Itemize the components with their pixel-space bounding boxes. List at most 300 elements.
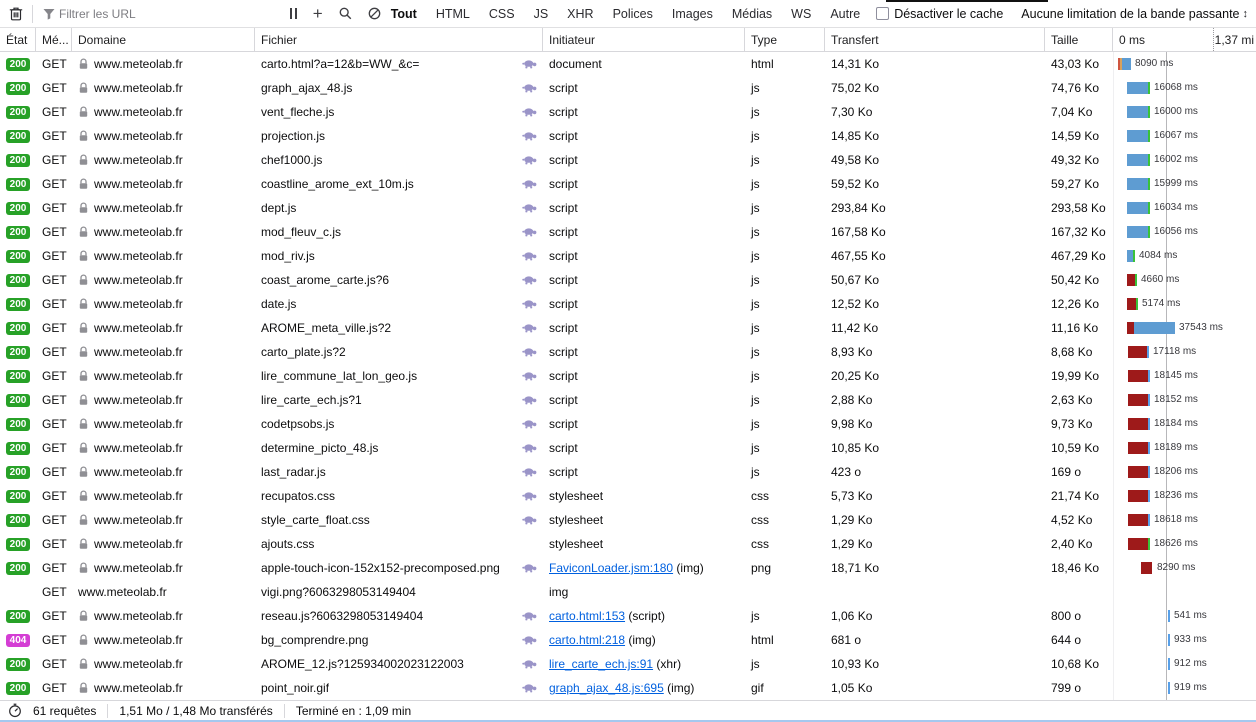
waterfall-bar: [1148, 154, 1150, 166]
waterfall-bar: [1148, 226, 1150, 238]
waterfall-bar: [1128, 490, 1148, 502]
file-label: lire_carte_ech.js?1: [261, 393, 362, 407]
lock-icon: [78, 658, 89, 670]
file-label: mod_riv.js: [261, 249, 315, 263]
initiator-link[interactable]: graph_ajax_48.js:695: [549, 681, 664, 695]
waterfall-cell: [1113, 604, 1256, 628]
column-header-etat[interactable]: État: [0, 28, 36, 51]
waterfall-cell: [1113, 316, 1256, 340]
waterfall-cell: [1113, 244, 1256, 268]
waterfall-bar: [1141, 562, 1152, 574]
initiator-label: stylesheet: [549, 537, 604, 551]
new-request-icon[interactable]: +: [312, 4, 323, 23]
slow-turtle-icon: [522, 203, 537, 213]
initiator-link[interactable]: carto.html:153: [549, 609, 626, 623]
initiator-label: (script): [625, 609, 666, 623]
file-label: vigi.png?6063298053149404: [261, 585, 416, 599]
footer-separator: [107, 704, 108, 718]
file-label: lire_commune_lat_lon_geo.js: [261, 369, 418, 383]
type-label: png: [751, 561, 772, 575]
status-badge: 200: [6, 298, 30, 311]
lock-icon: [78, 562, 89, 574]
type-label: js: [751, 441, 760, 455]
type-label: css: [751, 537, 769, 551]
filter-url-input[interactable]: [59, 3, 284, 25]
initiator-label: script: [549, 249, 578, 263]
trash-icon: [9, 6, 23, 21]
waterfall-cell: [1113, 148, 1256, 172]
request-row[interactable]: [0, 244, 1256, 268]
finish-time: Terminé en : 1,09 min: [295, 703, 412, 718]
request-row[interactable]: [0, 340, 1256, 364]
waterfall-bar: [1128, 442, 1148, 454]
waterfall-bar: [1127, 106, 1148, 118]
column-header-type[interactable]: Type: [745, 28, 825, 51]
domain-label: www.meteolab.fr: [94, 561, 183, 575]
initiator-label: script: [549, 441, 578, 455]
column-header-methode[interactable]: Mé...: [36, 28, 72, 51]
type-label: js: [751, 249, 760, 263]
request-row[interactable]: [0, 580, 1256, 604]
waterfall-time-label: 912 ms: [1174, 658, 1207, 669]
request-row[interactable]: [0, 388, 1256, 412]
waterfall-time-label: 16068 ms: [1154, 82, 1198, 93]
lock-icon: [78, 82, 89, 94]
column-header-initiateur[interactable]: Initiateur: [543, 28, 745, 51]
waterfall-cell: [1113, 52, 1256, 76]
toolbar-icon-cluster: [290, 2, 381, 26]
waterfall-time-label: 18618 ms: [1154, 514, 1198, 525]
transferred-label: 7,30 Ko: [831, 105, 873, 119]
waterfall-bar: [1168, 634, 1170, 646]
method-label: GET: [42, 201, 67, 215]
waterfall-time-label: 17118 ms: [1153, 346, 1197, 357]
waterfall-bar: [1127, 226, 1148, 238]
domain-label: www.meteolab.fr: [94, 537, 183, 551]
initiator-label: (xhr): [653, 657, 682, 671]
waterfall-bar: [1168, 682, 1170, 694]
method-label: GET: [42, 657, 67, 671]
domain-label: www.meteolab.fr: [94, 369, 183, 383]
slow-turtle-icon: [522, 563, 537, 573]
lock-icon: [78, 274, 89, 286]
domain-label: www.meteolab.fr: [94, 417, 183, 431]
status-badge: 200: [6, 394, 30, 407]
domain-label: www.meteolab.fr: [94, 273, 183, 287]
waterfall-cell: [1113, 532, 1256, 556]
size-label: 74,76 Ko: [1051, 81, 1100, 95]
size-label: 10,68 Ko: [1051, 657, 1100, 671]
request-row[interactable]: [0, 628, 1256, 652]
waterfall-time-label: 8090 ms: [1135, 58, 1174, 69]
request-row[interactable]: [0, 652, 1256, 676]
type-label: js: [751, 393, 760, 407]
domain-label: www.meteolab.fr: [94, 345, 183, 359]
file-label: AROME_12.js?125934002023122003: [261, 657, 464, 671]
status-badge: 200: [6, 562, 30, 575]
request-list: [0, 52, 1256, 700]
domain-label: www.meteolab.fr: [94, 105, 183, 119]
waterfall-time-label: 16002 ms: [1154, 154, 1198, 165]
size-label: 19,99 Ko: [1051, 369, 1100, 383]
slow-turtle-icon: [522, 131, 537, 141]
slow-turtle-icon: [522, 683, 537, 693]
request-row[interactable]: [0, 412, 1256, 436]
pause-recording-icon[interactable]: [290, 2, 297, 26]
waterfall-cell: [1113, 220, 1256, 244]
method-label: GET: [42, 537, 67, 551]
waterfall-cell: [1113, 556, 1256, 580]
size-label: 467,29 Ko: [1051, 249, 1106, 263]
transferred-label: 20,25 Ko: [831, 369, 880, 383]
waterfall-cell: [1113, 292, 1256, 316]
initiator-label: (img): [663, 681, 695, 695]
file-label: chef1000.js: [261, 153, 323, 167]
method-label: GET: [42, 273, 67, 287]
waterfall-bar: [1148, 466, 1150, 478]
type-label: js: [751, 105, 760, 119]
domain-label: www.meteolab.fr: [94, 489, 183, 503]
type-label: js: [751, 417, 760, 431]
request-row[interactable]: [0, 556, 1256, 580]
lock-icon: [78, 58, 89, 70]
file-label: vent_fleche.js: [261, 105, 335, 119]
transferred-label: 10,85 Ko: [831, 441, 880, 455]
file-label: ajouts.css: [261, 537, 315, 551]
initiator-label: stylesheet: [549, 489, 604, 503]
filter-tab-images[interactable]: Images: [671, 6, 713, 21]
transferred-label: 467,55 Ko: [831, 249, 886, 263]
domain-label: www.meteolab.fr: [94, 513, 183, 527]
request-row[interactable]: [0, 316, 1256, 340]
waterfall-cell: [1113, 580, 1256, 604]
waterfall-time-label: 18206 ms: [1154, 466, 1198, 477]
status-badge: 200: [6, 442, 30, 455]
filter-tab-ws[interactable]: WS: [791, 6, 812, 21]
status-badge: 200: [6, 346, 30, 359]
waterfall-bar: [1127, 154, 1148, 166]
file-label: coast_arome_carte.js?6: [261, 273, 390, 287]
waterfall-bar: [1127, 322, 1134, 334]
toolbar-overline-artifact: [886, 0, 1048, 2]
method-label: GET: [42, 249, 67, 263]
filter-tab-tout[interactable]: Tout: [390, 6, 417, 21]
file-label: graph_ajax_48.js: [261, 81, 353, 95]
waterfall-start-label: 0 ms: [1119, 32, 1146, 47]
transferred-label: 11,42 Ko: [831, 321, 879, 335]
request-row[interactable]: [0, 268, 1256, 292]
status-badge: 200: [6, 466, 30, 479]
waterfall-time-label: 919 ms: [1174, 682, 1207, 693]
waterfall-time-label: 37543 ms: [1179, 322, 1223, 333]
status-badge: 200: [6, 682, 30, 695]
lock-icon: [78, 154, 89, 166]
filter-tab-xhr[interactable]: XHR: [567, 6, 594, 21]
lock-icon: [78, 514, 89, 526]
waterfall-bar: [1135, 274, 1137, 286]
slow-turtle-icon: [522, 275, 537, 285]
waterfall-bar: [1128, 394, 1148, 406]
lock-icon: [78, 610, 89, 622]
size-label: 169 o: [1051, 465, 1082, 479]
toolbar-separator: [32, 5, 33, 23]
type-label: html: [751, 57, 774, 71]
waterfall-bar: [1148, 394, 1150, 406]
waterfall-bar: [1136, 298, 1138, 310]
request-row[interactable]: [0, 436, 1256, 460]
file-label: codetpsobs.js: [261, 417, 335, 431]
waterfall-bar: [1168, 610, 1170, 622]
request-row[interactable]: [0, 604, 1256, 628]
slow-turtle-icon: [522, 227, 537, 237]
initiator-link[interactable]: FaviconLoader.jsm:180: [549, 561, 674, 575]
disable-cache-control[interactable]: [876, 7, 1003, 21]
transferred-label: 49,58 Ko: [831, 153, 880, 167]
filter-tab-polices[interactable]: Polices: [612, 6, 653, 21]
file-label: determine_picto_48.js: [261, 441, 379, 455]
size-label: 49,32 Ko: [1051, 153, 1100, 167]
waterfall-bar: [1127, 82, 1148, 94]
status-badge: 200: [6, 154, 30, 167]
file-label: dept.js: [261, 201, 297, 215]
size-label: 293,58 Ko: [1051, 201, 1106, 215]
request-row[interactable]: [0, 364, 1256, 388]
method-label: GET: [42, 57, 67, 71]
status-badge: 200: [6, 274, 30, 287]
lock-icon: [78, 466, 89, 478]
filter-tab-autre[interactable]: Autre: [830, 6, 861, 21]
size-label: 800 o: [1051, 609, 1082, 623]
slow-turtle-icon: [522, 107, 537, 117]
request-type-filter-tabs: [391, 7, 861, 21]
request-row[interactable]: [0, 124, 1256, 148]
waterfall-cell: [1113, 124, 1256, 148]
status-badge: 200: [6, 178, 30, 191]
status-badge: 200: [6, 370, 30, 383]
method-label: GET: [42, 609, 67, 623]
domain-label: www.meteolab.fr: [94, 441, 183, 455]
file-label: mod_fleuv_c.js: [261, 225, 342, 239]
status-badge: 200: [6, 226, 30, 239]
status-badge: 200: [6, 538, 30, 551]
waterfall-bar: [1148, 490, 1150, 502]
waterfall-bar: [1127, 298, 1136, 310]
size-label: 644 o: [1051, 633, 1082, 647]
initiator-label: script: [549, 153, 578, 167]
type-label: js: [751, 297, 760, 311]
lock-icon: [78, 202, 89, 214]
status-badge: 200: [6, 202, 30, 215]
waterfall-bar: [1127, 274, 1135, 286]
transferred-label: 423 o: [831, 465, 862, 479]
method-label: GET: [42, 345, 67, 359]
method-label: GET: [42, 489, 67, 503]
column-header-waterfall[interactable]: [1113, 28, 1256, 51]
initiator-label: (img): [625, 633, 656, 647]
transferred-label: 10,93 Ko: [831, 657, 880, 671]
block-requests-icon[interactable]: [368, 2, 381, 26]
method-label: GET: [42, 369, 67, 383]
lock-icon: [78, 130, 89, 142]
size-label: 9,73 Ko: [1051, 417, 1093, 431]
method-label: GET: [42, 393, 67, 407]
filter-tab-html[interactable]: HTML: [435, 6, 470, 21]
size-label: 167,32 Ko: [1051, 225, 1106, 239]
file-label: carto_plate.js?2: [261, 345, 346, 359]
request-row[interactable]: [0, 484, 1256, 508]
disable-cache-checkbox[interactable]: [876, 7, 889, 20]
transferred-label: 2,88 Ko: [831, 393, 873, 407]
column-header-domaine[interactable]: Domaine: [72, 28, 255, 51]
slow-turtle-icon: [522, 659, 537, 669]
transferred-label: 1,05 Ko: [831, 681, 873, 695]
column-header-fichier[interactable]: Fichier: [255, 28, 543, 51]
initiator-label: script: [549, 393, 578, 407]
domain-label: www.meteolab.fr: [94, 201, 183, 215]
waterfall-bar: [1148, 106, 1150, 118]
throttling-dropdown[interactable]: [1021, 7, 1248, 21]
lock-icon: [78, 250, 89, 262]
method-label: GET: [42, 321, 67, 335]
request-row[interactable]: [0, 196, 1256, 220]
type-label: js: [751, 201, 760, 215]
size-label: 43,03 Ko: [1051, 57, 1100, 71]
waterfall-bar: [1148, 370, 1150, 382]
status-badge: 200: [6, 658, 30, 671]
waterfall-bar: [1134, 322, 1175, 334]
slow-turtle-icon: [522, 323, 537, 333]
clear-requests-button[interactable]: [4, 2, 28, 26]
file-label: point_noir.gif: [261, 681, 330, 695]
lock-icon: [78, 538, 89, 550]
initiator-label: script: [549, 105, 578, 119]
waterfall-time-label: 541 ms: [1174, 610, 1207, 621]
type-label: js: [751, 345, 760, 359]
transferred-label: 293,84 Ko: [831, 201, 886, 215]
transferred-label: 1,29 Ko: [831, 513, 873, 527]
waterfall-bar: [1127, 178, 1148, 190]
initiator-label: document: [549, 57, 602, 71]
slow-turtle-icon: [522, 179, 537, 189]
file-label: carto.html?a=12&b=WW_&c=: [261, 57, 420, 71]
transferred-label: 1,29 Ko: [831, 537, 873, 551]
file-label: coastline_arome_ext_10m.js: [261, 177, 414, 191]
initiator-link[interactable]: lire_carte_ech.js:91: [549, 657, 654, 671]
initiator-link[interactable]: carto.html:218: [549, 633, 626, 647]
initiator-label: script: [549, 129, 578, 143]
column-header-transfert[interactable]: Transfert: [825, 28, 1045, 51]
waterfall-time-label: 16067 ms: [1154, 130, 1198, 141]
request-row[interactable]: [0, 292, 1256, 316]
request-row[interactable]: [0, 76, 1256, 100]
method-label: GET: [42, 513, 67, 527]
type-label: html: [751, 633, 774, 647]
slow-turtle-icon: [522, 299, 537, 309]
waterfall-cell: [1113, 340, 1256, 364]
waterfall-bar: [1168, 658, 1170, 670]
slow-turtle-icon: [522, 59, 537, 69]
domain-label: www.meteolab.fr: [94, 321, 183, 335]
domain-label: www.meteolab.fr: [94, 153, 183, 167]
initiator-label: script: [549, 369, 578, 383]
waterfall-time-label: 16056 ms: [1154, 226, 1198, 237]
method-label: GET: [42, 105, 67, 119]
filter-tab-médias[interactable]: Médias: [731, 6, 773, 21]
waterfall-time-label: 18145 ms: [1154, 370, 1198, 381]
request-row[interactable]: [0, 52, 1256, 76]
request-row[interactable]: [0, 100, 1256, 124]
method-label: GET: [42, 225, 67, 239]
filter-funnel-icon: [43, 8, 55, 20]
status-badge: 200: [6, 58, 30, 71]
method-label: GET: [42, 681, 67, 695]
request-row[interactable]: [0, 172, 1256, 196]
slow-turtle-icon: [522, 155, 537, 165]
transferred-label: 75,02 Ko: [831, 81, 880, 95]
file-label: bg_comprendre.png: [261, 633, 369, 647]
waterfall-bar: [1128, 514, 1148, 526]
disable-cache-label: Désactiver le cache: [894, 6, 1004, 21]
transferred-label: 167,58 Ko: [831, 225, 886, 239]
waterfall-time-label: 18236 ms: [1154, 490, 1198, 501]
status-bar: [0, 700, 1256, 722]
domain-label: www.meteolab.fr: [94, 129, 183, 143]
initiator-label: script: [549, 321, 578, 335]
initiator-label: script: [549, 273, 578, 287]
method-label: GET: [42, 585, 67, 599]
waterfall-cell: [1113, 484, 1256, 508]
transferred-label: 14,31 Ko: [831, 57, 880, 71]
waterfall-bar: [1127, 130, 1148, 142]
status-badge: 200: [6, 490, 30, 503]
status-badge: 200: [6, 322, 30, 335]
request-row[interactable]: [0, 508, 1256, 532]
filter-tab-css[interactable]: CSS: [488, 6, 515, 21]
status-badge: 200: [6, 106, 30, 119]
request-row[interactable]: [0, 532, 1256, 556]
request-row[interactable]: [0, 676, 1256, 700]
waterfall-bar: [1148, 178, 1150, 190]
size-label: 7,04 Ko: [1051, 105, 1093, 119]
waterfall-time-label: 18189 ms: [1154, 442, 1198, 453]
lock-icon: [78, 178, 89, 190]
column-header-taille[interactable]: Taille: [1045, 28, 1113, 51]
waterfall-bar: [1148, 130, 1150, 142]
search-icon[interactable]: [339, 2, 352, 26]
lock-icon: [78, 226, 89, 238]
waterfall-time-label: 933 ms: [1174, 634, 1207, 645]
transferred-label: 59,52 Ko: [831, 177, 880, 191]
lock-icon: [78, 418, 89, 430]
type-label: gif: [751, 681, 764, 695]
method-label: GET: [42, 177, 67, 191]
request-row[interactable]: [0, 220, 1256, 244]
type-label: js: [751, 225, 760, 239]
status-badge: 200: [6, 250, 30, 263]
domain-label: www.meteolab.fr: [94, 657, 183, 671]
request-row[interactable]: [0, 460, 1256, 484]
size-label: 2,63 Ko: [1051, 393, 1093, 407]
waterfall-time-label: 5174 ms: [1142, 298, 1181, 309]
slow-turtle-icon: [522, 515, 537, 525]
slow-turtle-icon: [522, 491, 537, 501]
transferred-label: 5,73 Ko: [831, 489, 873, 503]
waterfall-bar: [1122, 58, 1131, 70]
size-label: 18,46 Ko: [1051, 561, 1100, 575]
request-row[interactable]: [0, 148, 1256, 172]
filter-tab-js[interactable]: JS: [533, 6, 549, 21]
type-label: js: [751, 177, 760, 191]
